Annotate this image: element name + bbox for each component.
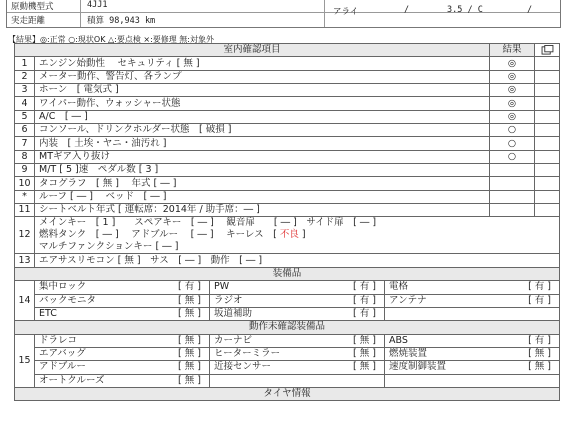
row-number: 10 <box>15 177 35 190</box>
check-item: メーター動作、警告灯、各ランプ <box>35 70 490 83</box>
equipment-name: 近接センサー <box>214 361 272 373</box>
equipment-item <box>35 281 210 294</box>
equipment-name: カーナビ <box>214 334 253 346</box>
result-mark <box>490 177 535 190</box>
table-row <box>15 110 560 123</box>
equipment-value: [ 無 ] <box>178 361 201 373</box>
equipment-value: [ 無 ] <box>353 361 376 373</box>
equipment-item <box>35 334 210 347</box>
row-number: 1 <box>15 57 35 70</box>
equipment-item <box>385 334 560 347</box>
equipment-item <box>210 294 385 307</box>
empty-cell <box>535 57 560 70</box>
equipment-item <box>210 307 385 320</box>
equipment-item <box>35 294 210 307</box>
vehicle-info-box <box>6 0 561 28</box>
equipment-value: [ 無 ] <box>178 294 201 306</box>
empty-cell <box>535 164 560 177</box>
result-mark: ○ <box>490 150 535 163</box>
section-title-unchecked: 動作未確認装備品 <box>15 321 560 334</box>
equipment-value: [ 有 ] <box>178 281 201 293</box>
equipment-name: オートクルーズ <box>39 374 105 386</box>
check-item: 内装 [ 土埃・ヤニ・油汚れ ] <box>35 137 490 150</box>
empty-cell <box>535 137 560 150</box>
equipment-name: ドラレコ <box>39 334 78 346</box>
table-row <box>15 321 560 334</box>
table-row <box>15 70 560 83</box>
row-number: 15 <box>15 334 35 387</box>
check-item: ホーン [ 電気式 ] <box>35 84 490 97</box>
equipment-name: アンテナ <box>389 294 427 306</box>
key-info-line: メインキー [ 1 ] スペアキー [ ― ] 観音扉 [ ― ] サイド扉 [ ― ] <box>39 217 377 229</box>
table-row <box>15 374 560 387</box>
equipment-item <box>385 281 560 294</box>
equipment-item <box>35 307 210 320</box>
equipment-item <box>210 281 385 294</box>
equipment-value: [ 無 ] <box>178 348 201 360</box>
alignment-value: 3.5 / C <box>447 5 483 15</box>
equipment-name: エアバッグ <box>39 348 86 360</box>
table-row <box>15 387 560 400</box>
row-number: 6 <box>15 124 35 137</box>
check-item: ルーフ [ ― ] ベッド [ ― ] <box>35 190 490 203</box>
table-row <box>15 217 560 254</box>
result-mark: ○ <box>490 137 535 150</box>
equipment-item <box>210 361 385 374</box>
row-number: 13 <box>15 254 35 267</box>
check-item: M/T [ 5 ]速 ペダル数 [ 3 ] <box>35 164 490 177</box>
table-row <box>15 177 560 190</box>
equipment-item <box>385 361 560 374</box>
bracket-close: ] <box>298 229 306 241</box>
equipment-item <box>210 347 385 360</box>
equipment-value: [ 有 ] <box>528 281 552 293</box>
result-mark: ◎ <box>490 70 535 83</box>
result-header: 結果 <box>490 44 535 57</box>
model-label: 原動機型式 <box>11 2 54 12</box>
clipboard-icon-cell <box>535 44 560 57</box>
equipment-item <box>385 374 560 387</box>
clipboard-icon[interactable] <box>541 45 554 55</box>
equipment-value: [ 有 ] <box>528 334 552 346</box>
equipment-name: ヒーターミラー <box>214 348 281 360</box>
model-value: 4JJ1 <box>87 0 108 10</box>
result-legend: 【結果】◎:正常 ○:現状OK △:要点検 ×:要修理 無:対象外 <box>8 35 215 44</box>
result-mark <box>490 190 535 203</box>
equipment-name: 燃焼装置 <box>389 348 428 360</box>
equipment-name: 坂道補助 <box>214 308 253 320</box>
table-row <box>15 57 560 70</box>
table-row <box>15 164 560 177</box>
table-row <box>15 84 560 97</box>
check-item: A/C [ ― ] <box>35 110 490 123</box>
keys-fuel-item <box>35 217 560 254</box>
equipment-item <box>385 294 560 307</box>
empty-cell <box>535 124 560 137</box>
table-row <box>15 124 560 137</box>
equipment-item <box>210 374 385 387</box>
row-number: 3 <box>15 84 35 97</box>
result-mark <box>490 164 535 177</box>
empty-cell <box>535 190 560 203</box>
equipment-name: アドブルー <box>39 361 86 373</box>
slash-mark: / <box>527 5 533 15</box>
equipment-name: ABS <box>389 334 408 346</box>
empty-cell <box>535 150 560 163</box>
alignment-label: アライ <box>333 7 359 17</box>
check-item: タコグラフ [ 無 ] 年式 [ ― ] <box>35 177 490 190</box>
table-row <box>15 361 560 374</box>
equipment-value: [ 無 ] <box>178 334 201 346</box>
mileage-value: 積算 98,943 km <box>87 16 156 26</box>
equipment-name: ラジオ <box>214 294 243 306</box>
equipment-name: PW <box>214 281 230 293</box>
check-item: コンソール、ドリンクホルダー状態 [ 破損 ] <box>35 124 490 137</box>
section-title-tires: タイヤ情報 <box>15 387 560 400</box>
check-item: MTギア入り抜け <box>35 150 490 163</box>
table-row <box>15 190 560 203</box>
section-title-equipment: 装備品 <box>15 267 560 280</box>
empty-cell <box>535 70 560 83</box>
keyless-status: 不良 <box>279 229 299 241</box>
multi-key-line: マルチファンクションキー [ ― ] <box>39 241 179 253</box>
table-row <box>15 267 560 280</box>
row-number: 7 <box>15 137 35 150</box>
result-mark: ◎ <box>490 110 535 123</box>
table-row <box>15 97 560 110</box>
empty-cell <box>535 97 560 110</box>
result-mark: ◎ <box>490 84 535 97</box>
empty-cell <box>535 204 560 217</box>
equipment-item <box>385 347 560 360</box>
mileage-label: 実走距離 <box>11 16 46 26</box>
equipment-value: [ 無 ] <box>528 348 552 360</box>
equipment-value: [ 有 ] <box>353 308 376 320</box>
check-item: エンジン始動性 セキュリティ [ 無 ] <box>35 57 490 70</box>
fuel-info-line <box>39 229 555 241</box>
table-row <box>15 254 560 267</box>
equipment-name: バックモニタ <box>39 294 97 306</box>
result-mark: ◎ <box>490 97 535 110</box>
check-item: ワイパー動作、ウォッシャー状態 <box>35 97 490 110</box>
fuel-text: 燃料タンク [ ― ] アドブルー [ ― ] キーレス [ <box>39 229 280 241</box>
table-row <box>15 204 560 217</box>
inspection-table <box>14 43 560 401</box>
table-row <box>15 150 560 163</box>
equipment-item <box>35 361 210 374</box>
equipment-item <box>35 374 210 387</box>
equipment-name: 電格 <box>389 281 409 293</box>
equipment-value: [ 有 ] <box>528 294 552 306</box>
table-row <box>15 137 560 150</box>
slash-mark: / <box>404 5 410 15</box>
result-mark <box>490 204 535 217</box>
row-number: 4 <box>15 97 35 110</box>
table-row <box>15 334 560 347</box>
equipment-item <box>210 334 385 347</box>
equipment-item <box>385 307 560 320</box>
equipment-value: [ 有 ] <box>353 281 376 293</box>
air-suspension-item: エアサスリモコン [ 無 ] サス [ ― ] 動作 [ ― ] <box>35 254 560 267</box>
check-item: シートベルト年式 [ 運転席：2014年 / 助手席：― ] <box>35 204 490 217</box>
table-row <box>15 307 560 320</box>
empty-cell <box>535 177 560 190</box>
row-number: 2 <box>15 70 35 83</box>
equipment-value: [ 無 ] <box>528 361 552 373</box>
equipment-value: [ 無 ] <box>353 348 376 360</box>
empty-cell <box>535 110 560 123</box>
equipment-item <box>35 347 210 360</box>
equipment-name: 速度制御装置 <box>389 361 447 373</box>
table-row <box>15 294 560 307</box>
row-number: 9 <box>15 164 35 177</box>
section-title-interior: 室内確認項目 <box>15 44 490 57</box>
equipment-name: 集中ロック <box>39 281 87 293</box>
row-number: 5 <box>15 110 35 123</box>
equipment-value: [ 有 ] <box>353 294 376 306</box>
equipment-value: [ 無 ] <box>178 374 201 386</box>
empty-cell <box>535 84 560 97</box>
row-number: 14 <box>15 281 35 321</box>
result-mark: ◎ <box>490 57 535 70</box>
equipment-name: ETC <box>39 308 57 320</box>
table-row <box>15 44 560 57</box>
row-number: * <box>15 190 35 203</box>
table-row <box>15 347 560 360</box>
row-number: 8 <box>15 150 35 163</box>
row-number: 12 <box>15 217 35 254</box>
row-number: 11 <box>15 204 35 217</box>
table-row <box>15 281 560 294</box>
result-mark: ○ <box>490 124 535 137</box>
equipment-value: [ 無 ] <box>178 308 201 320</box>
equipment-value: [ 無 ] <box>353 334 376 346</box>
